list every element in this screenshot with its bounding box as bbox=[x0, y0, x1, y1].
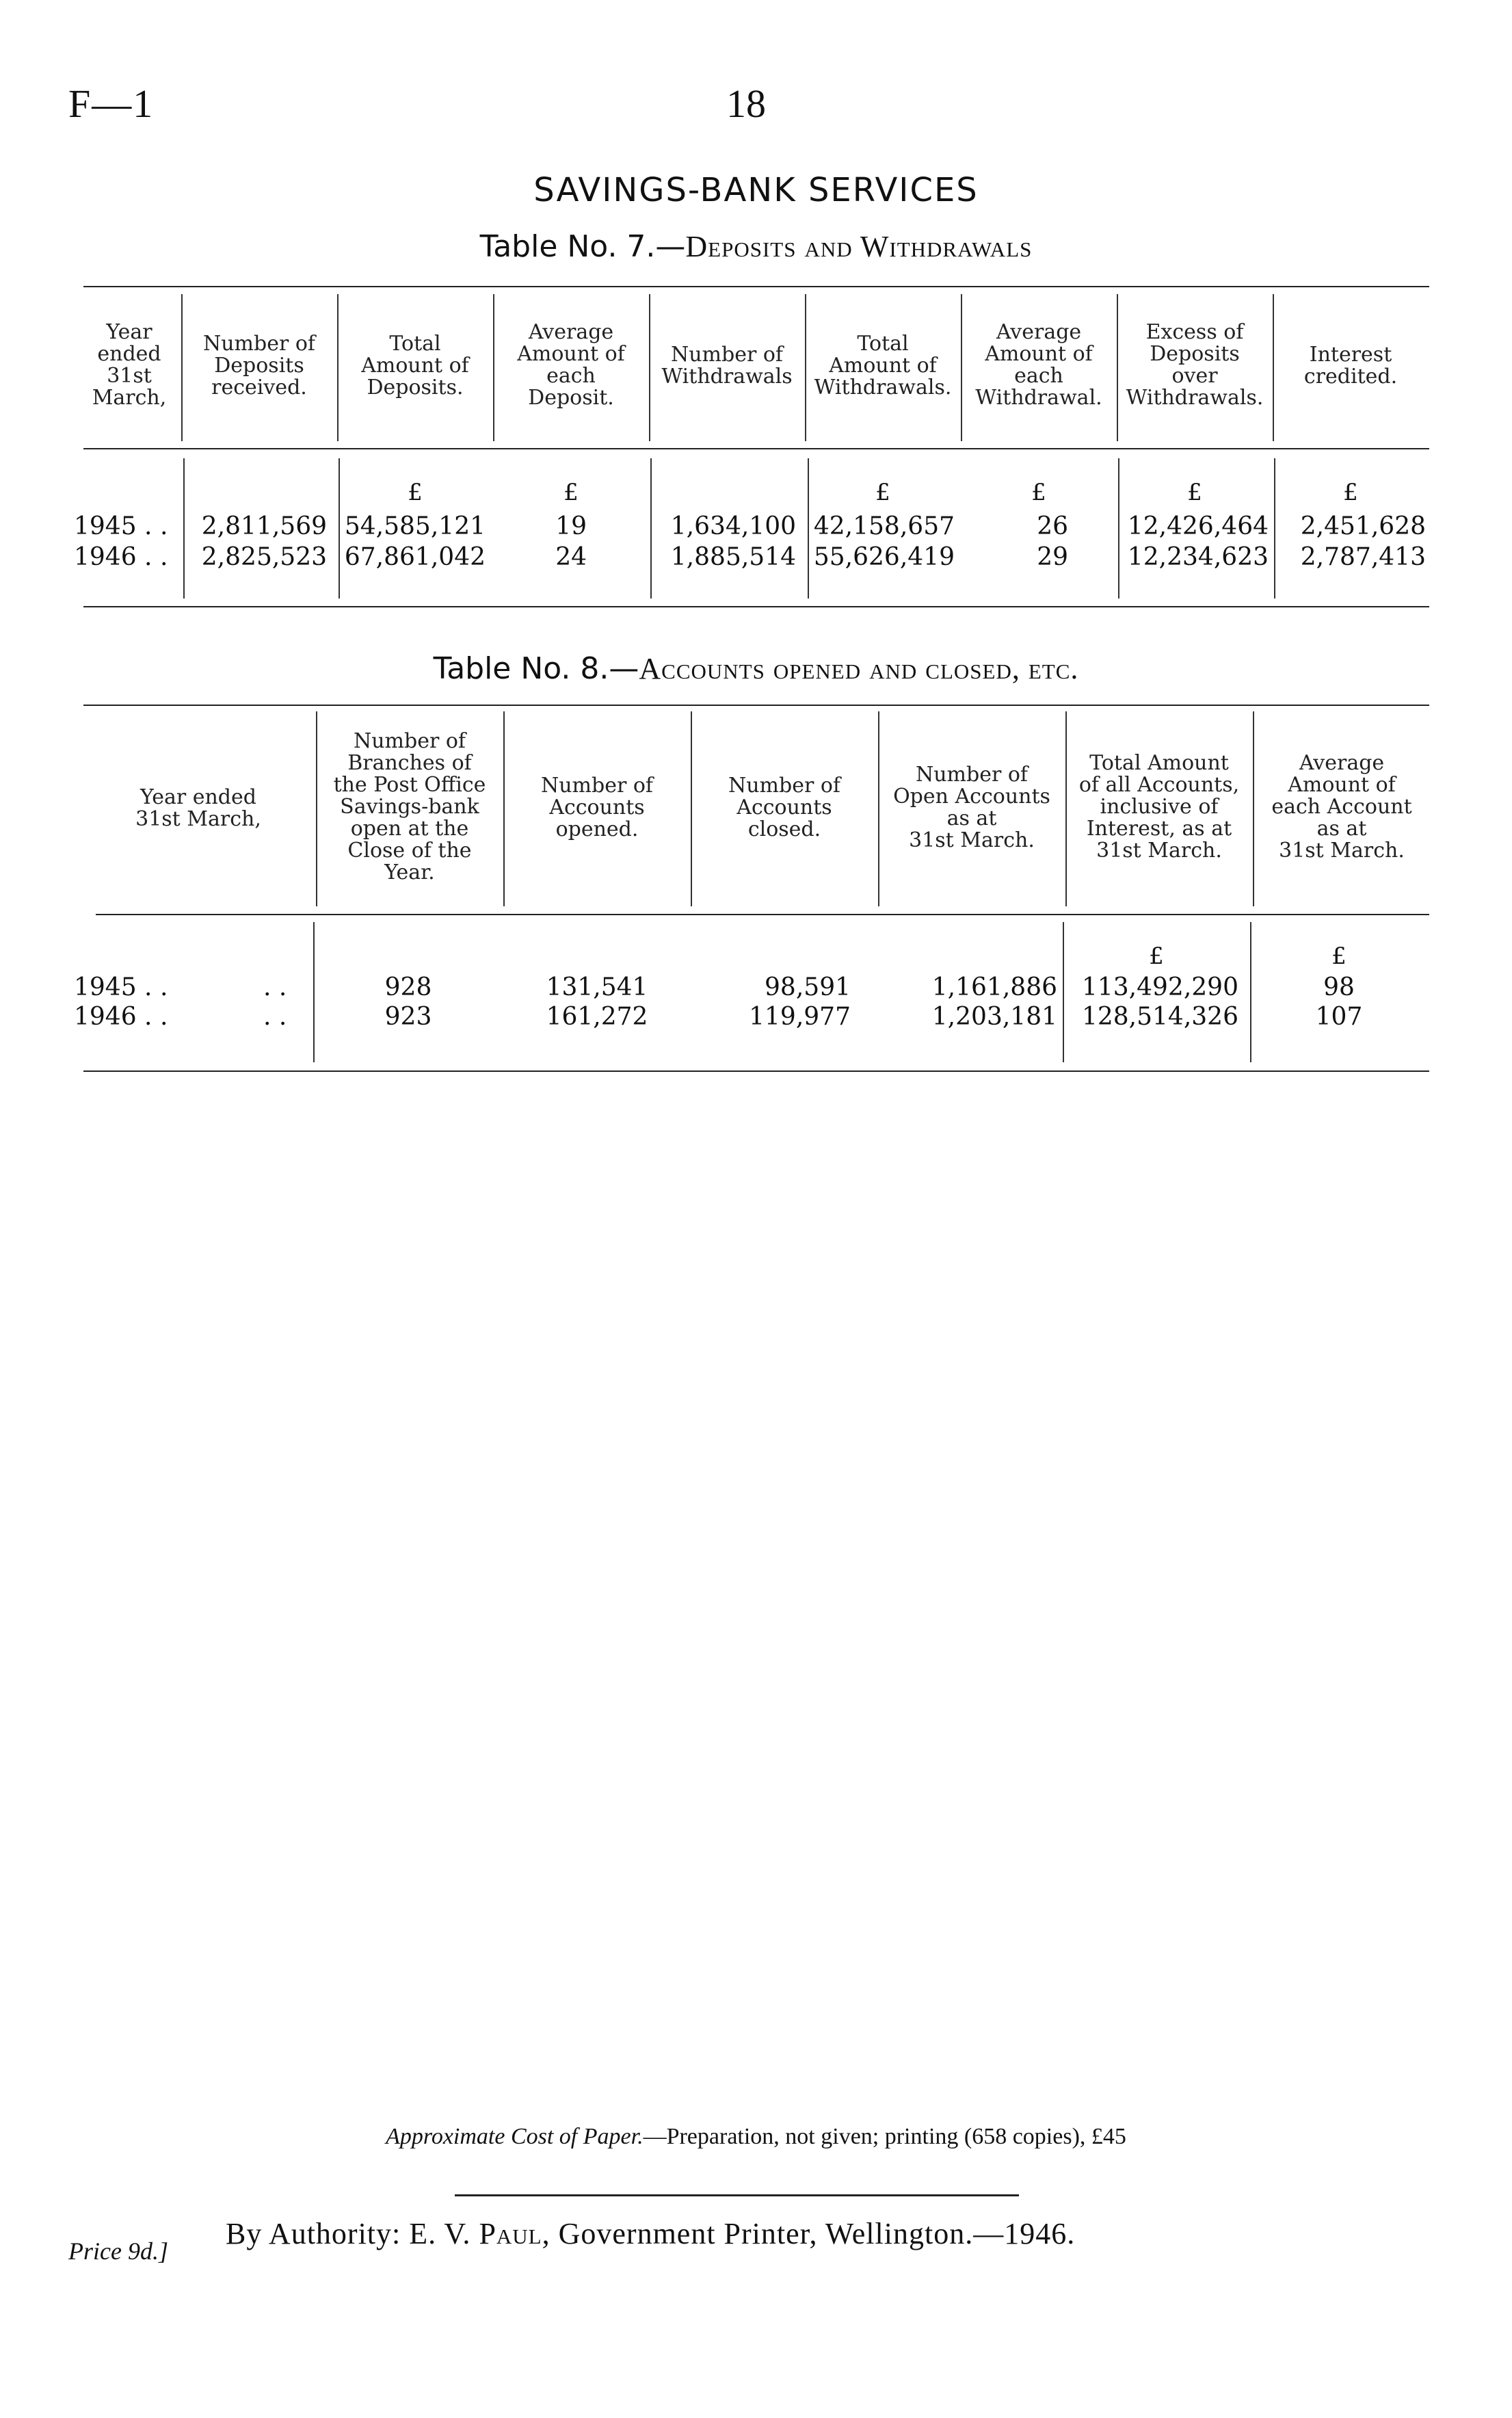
t7-avg-deposit: 19 bbox=[555, 512, 587, 540]
authority-prefix: By Authority: E. V. bbox=[226, 2217, 479, 2250]
cost-label: Approximate Cost of Paper. bbox=[386, 2124, 644, 2149]
t7-excess: 12,426,464 bbox=[1127, 512, 1269, 540]
t8-currency: £ bbox=[1331, 943, 1347, 970]
t7-year: 1946 . . bbox=[74, 543, 168, 571]
t8-branches: 923 bbox=[384, 1003, 432, 1031]
table8-title-caps: Accounts opened and closed, etc. bbox=[639, 652, 1079, 685]
t8-average: 107 bbox=[1315, 1003, 1363, 1031]
t7-total-deposits: 67,861,042 bbox=[344, 543, 486, 571]
cost-text: —Preparation, not given; printing (658 copies), £45 bbox=[643, 2124, 1126, 2149]
t7-interest: 2,787,413 bbox=[1300, 543, 1426, 571]
t7-col-avg-deposit: Average Amount of each Deposit. bbox=[517, 320, 625, 410]
t8-total-amount: 128,514,326 bbox=[1081, 1003, 1238, 1031]
document-code: F—1 bbox=[68, 81, 155, 126]
table7-title-prefix: Table No. 7.— bbox=[479, 229, 686, 264]
t7-year: 1945 . . bbox=[74, 512, 168, 540]
t7-deposits: 2,825,523 bbox=[201, 543, 327, 571]
t8-branches: 928 bbox=[384, 973, 432, 1001]
t8-opened: 131,541 bbox=[546, 973, 648, 1001]
table8-header-rule bbox=[96, 914, 1429, 915]
page-title: SAVINGS-BANK SERVICES bbox=[533, 171, 979, 209]
t8-col-branches: Number of Branches of the Post Office Savings-bank open at the Close of the Year. bbox=[333, 729, 486, 884]
t7-col-interest: Interest credited. bbox=[1303, 343, 1398, 389]
t8-open-accounts: 1,203,181 bbox=[931, 1003, 1057, 1031]
t7-avg-withdrawal: 29 bbox=[1037, 543, 1068, 571]
t7-col-avg-withdrawal: Average Amount of each Withdrawal. bbox=[975, 320, 1102, 410]
table8-title bbox=[0, 651, 1512, 686]
t8-col-opened: Number of Accounts opened. bbox=[540, 774, 654, 841]
t7-total-deposits: 54,585,121 bbox=[344, 512, 486, 540]
t8-open-accounts: 1,161,886 bbox=[931, 973, 1057, 1001]
table7-top-rule bbox=[83, 286, 1429, 287]
footer-rule bbox=[455, 2194, 1019, 2196]
t7-currency: £ bbox=[1031, 479, 1046, 506]
printer-authority bbox=[226, 2216, 1075, 2251]
t8-closed: 119,977 bbox=[749, 1003, 851, 1031]
t8-col-year: Year ended 31st March, bbox=[135, 785, 261, 831]
authority-suffix: , Government Printer, Wellington.—1946. bbox=[542, 2217, 1076, 2250]
t8-leader-dots: . . bbox=[263, 1003, 287, 1031]
t8-currency: £ bbox=[1149, 943, 1164, 970]
table8-top-rule bbox=[83, 705, 1429, 706]
t7-withdrawals: 1,885,514 bbox=[670, 543, 796, 571]
page-number: 18 bbox=[726, 81, 766, 126]
t7-currency: £ bbox=[408, 479, 423, 506]
t8-closed: 98,591 bbox=[765, 973, 851, 1001]
t7-excess: 12,234,623 bbox=[1127, 543, 1269, 571]
t7-withdrawals: 1,634,100 bbox=[670, 512, 796, 540]
t8-leader-dots: . . bbox=[263, 973, 287, 1001]
table7-bottom-rule bbox=[83, 606, 1429, 607]
t7-col-excess: Excess of Deposits over Withdrawals. bbox=[1126, 320, 1264, 410]
t8-total-amount: 113,492,290 bbox=[1081, 973, 1238, 1001]
t8-average: 98 bbox=[1323, 973, 1355, 1001]
t8-year: 1945 . . bbox=[74, 973, 168, 1001]
t8-year: 1946 . . bbox=[74, 1003, 168, 1031]
t7-deposits: 2,811,569 bbox=[201, 512, 327, 540]
t7-currency: £ bbox=[1187, 479, 1202, 506]
t7-total-withdrawals: 55,626,419 bbox=[813, 543, 955, 571]
t7-interest: 2,451,628 bbox=[1300, 512, 1426, 540]
table7-title bbox=[0, 229, 1512, 264]
t7-col-deposits: Number of Deposits received. bbox=[202, 332, 316, 399]
t7-currency: £ bbox=[563, 479, 579, 506]
t7-currency: £ bbox=[1343, 479, 1358, 506]
t7-col-year: Year ended 31st March, bbox=[92, 320, 167, 410]
t8-col-total-amount: Total Amount of all Accounts, inclusive of Interest, as at 31st March. bbox=[1078, 751, 1240, 863]
table8-title-prefix: Table No. 8.— bbox=[433, 651, 639, 686]
authority-name: Paul bbox=[479, 2217, 542, 2250]
table7-header-rule bbox=[83, 448, 1429, 449]
cost-of-paper-note bbox=[0, 2124, 1512, 2150]
t7-col-total-deposits: Total Amount of Deposits. bbox=[361, 332, 469, 399]
t8-col-closed: Number of Accounts closed. bbox=[728, 774, 841, 841]
t8-col-open-accounts: Number of Open Accounts as at 31st March. bbox=[893, 763, 1050, 852]
t7-avg-withdrawal: 26 bbox=[1037, 512, 1068, 540]
price-note: Price 9d.] bbox=[68, 2237, 168, 2265]
t7-total-withdrawals: 42,158,657 bbox=[813, 512, 955, 540]
t7-currency: £ bbox=[875, 479, 890, 506]
t8-opened: 161,272 bbox=[546, 1003, 648, 1031]
t8-col-average: Average Amount of each Account as at 31st March. bbox=[1271, 751, 1412, 863]
t7-col-total-withdrawals: Total Amount of Withdrawals. bbox=[814, 332, 952, 399]
t7-avg-deposit: 24 bbox=[555, 543, 587, 571]
t7-col-withdrawals: Number of Withdrawals bbox=[661, 343, 793, 389]
table7-title-caps: Deposits and Withdrawals bbox=[685, 230, 1033, 263]
table8-bottom-rule bbox=[83, 1070, 1429, 1072]
